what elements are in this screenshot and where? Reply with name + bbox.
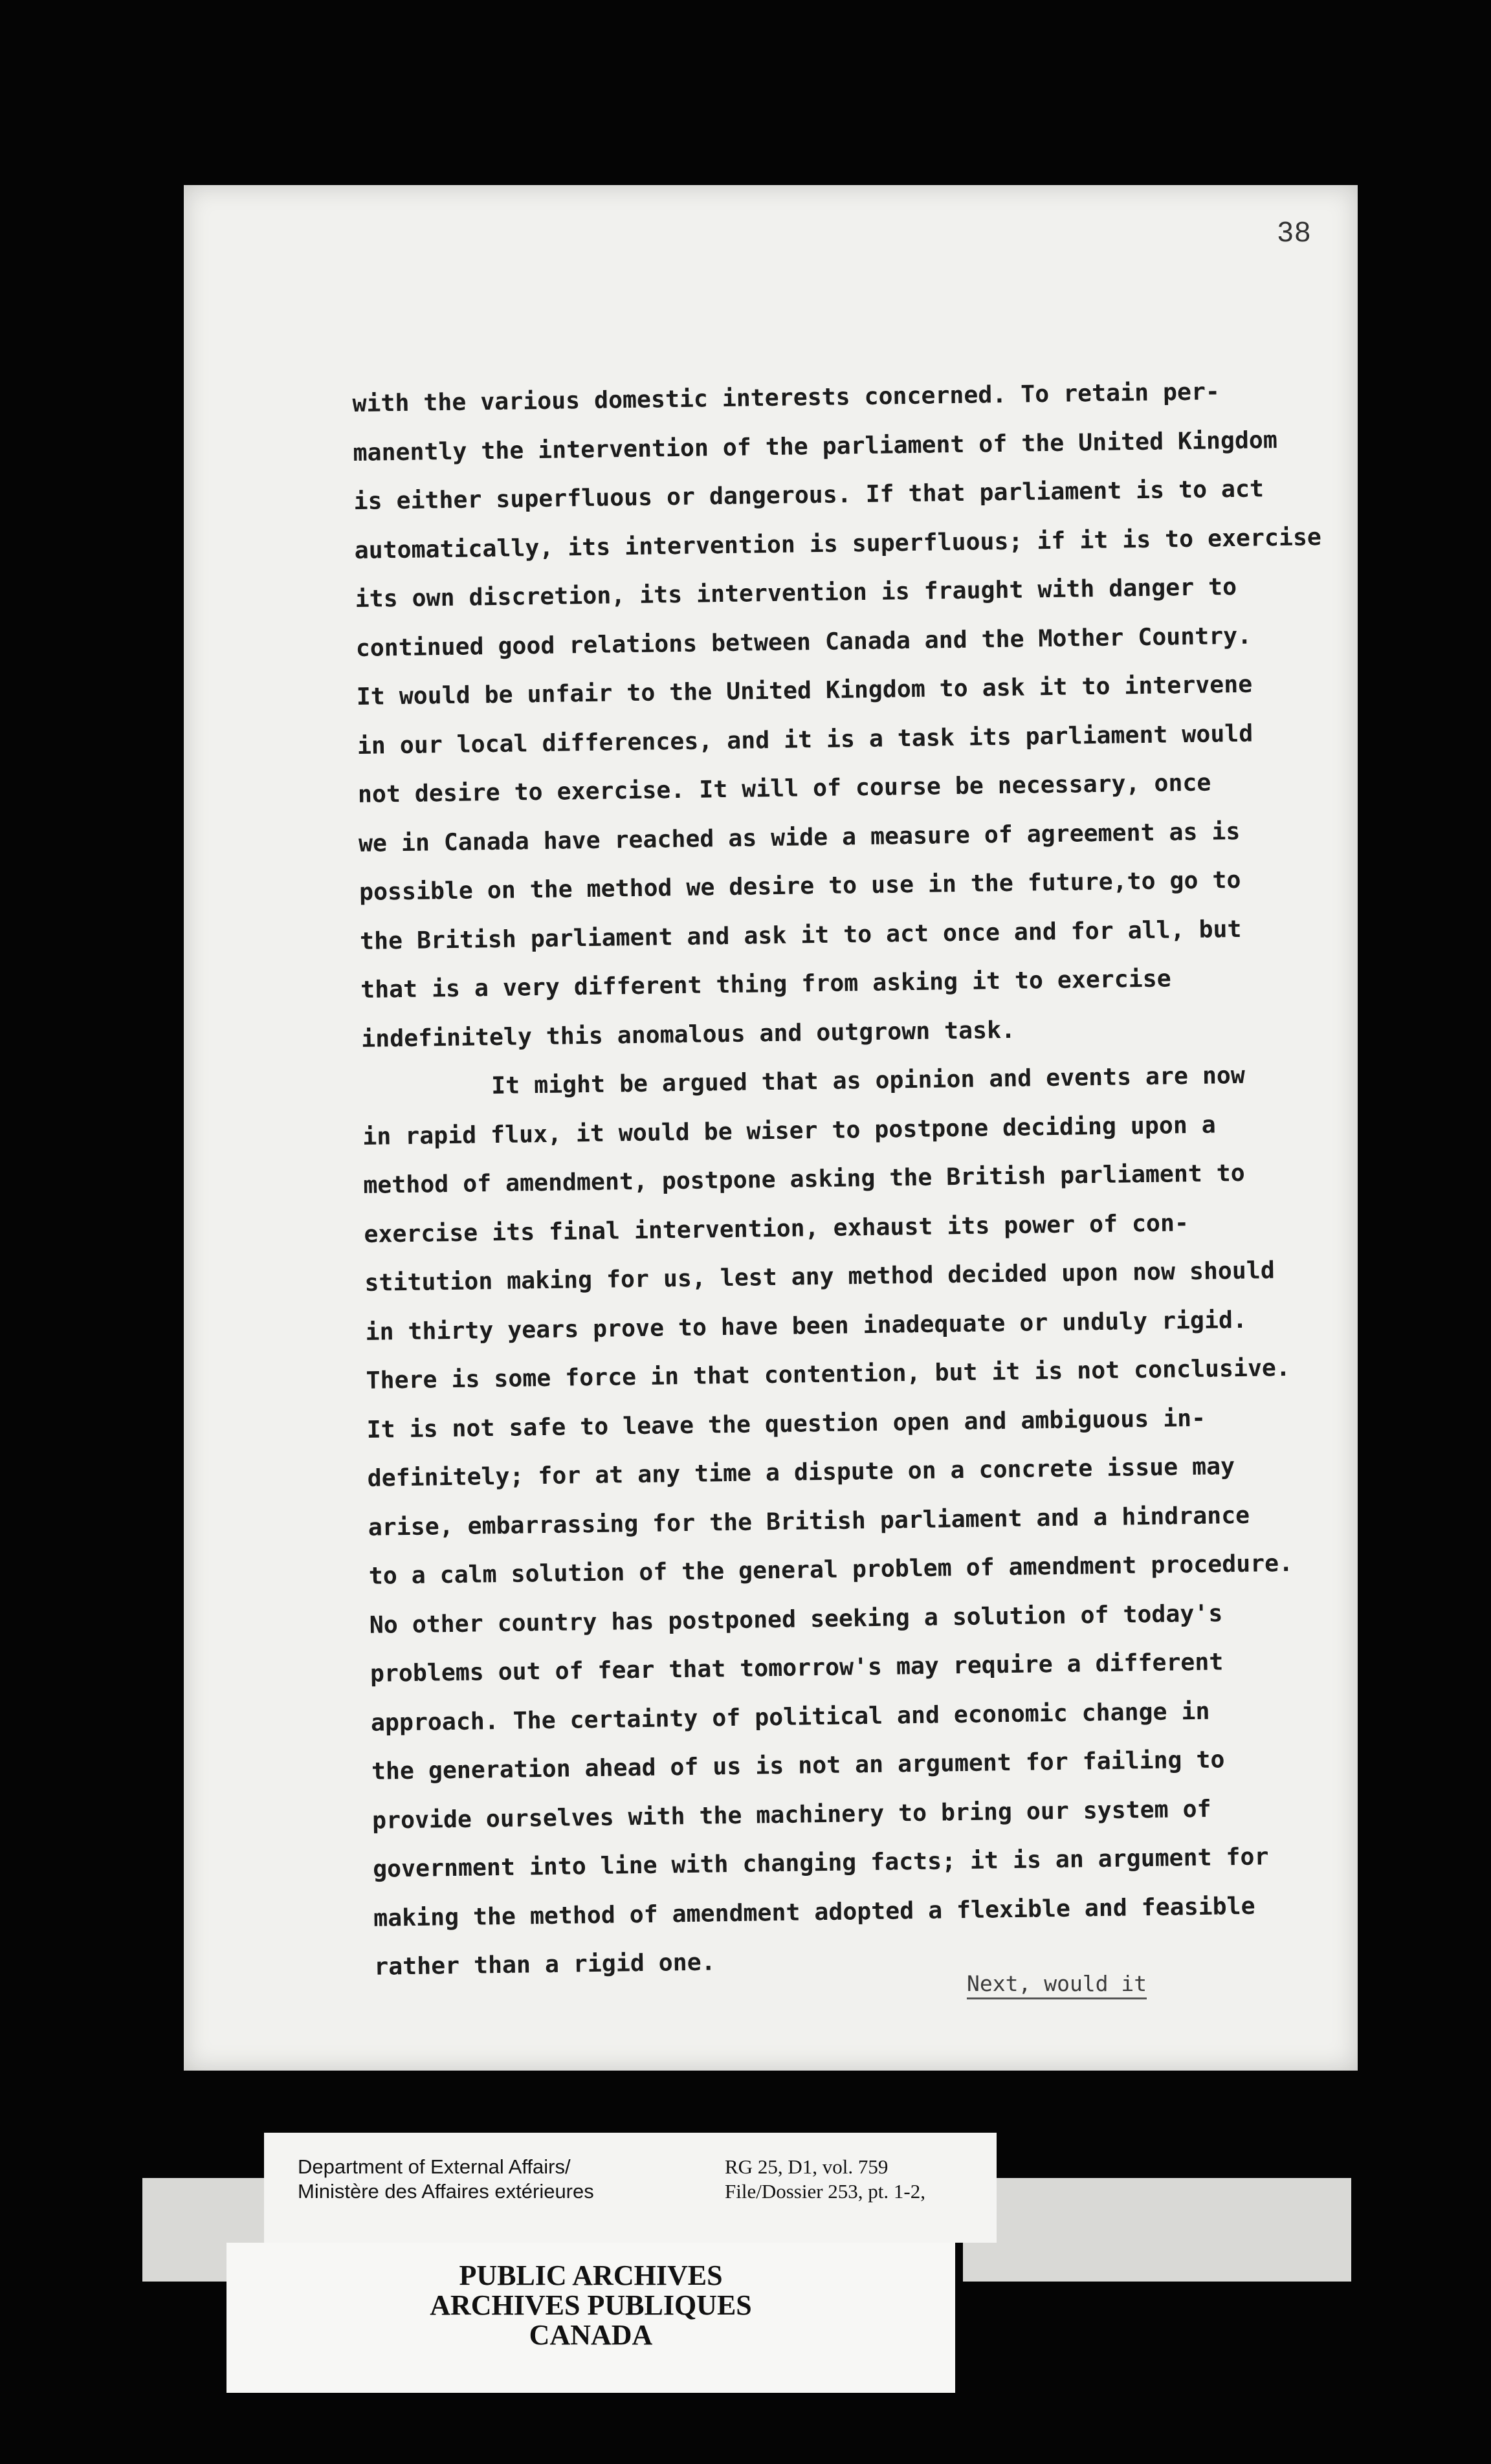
- text-line: indefinitely this anomalous and outgrown task.: [360, 1015, 1016, 1053]
- paragraph-start-line: It might be argued that as opinion and events are now: [491, 1061, 1246, 1100]
- text-line: to a calm solution of the general problem of amendment procedure.: [368, 1548, 1294, 1590]
- archives-en: PUBLIC ARCHIVES: [459, 2260, 723, 2291]
- text-line: problems out of fear that tomorrow's may require a different: [370, 1647, 1224, 1688]
- text-line: rather than a rigid one.: [373, 1948, 716, 1981]
- document-body: [352, 366, 1358, 1991]
- text-line: not desire to exercise. It will of course be necessary, once: [357, 768, 1211, 808]
- record-group: RG 25, D1, vol. 759: [725, 2155, 889, 2178]
- department-fr: Ministère des Affaires extérieures: [298, 2180, 594, 2203]
- text-line: that is a very different thing from asking it to exercise: [360, 964, 1171, 1004]
- text-line: making the method of amendment adopted a flexible and feasible: [373, 1891, 1255, 1932]
- text-line: in our local differences, and it is a task its parliament would: [357, 719, 1254, 760]
- text-line: government into line with changing facts; it is an argument for: [372, 1842, 1269, 1883]
- label-tab-right: [963, 2178, 1351, 2282]
- text-line: automatically, its intervention is superfluous; if it is to exercise: [354, 522, 1322, 564]
- text-line: stitution making for us, lest any method decided upon now should: [364, 1256, 1276, 1297]
- text-line: It would be unfair to the United Kingdom to ask it to intervene: [356, 670, 1253, 710]
- text-line: method of amendment, postpone asking the British parliament to: [363, 1158, 1246, 1199]
- text-line: continued good relations between Canada and the Mother Country.: [355, 621, 1252, 662]
- text-line: possible on the method we desire to use in the future,to go to: [359, 865, 1241, 906]
- document-page: [184, 185, 1358, 2071]
- catchword: Next, would it: [967, 1971, 1147, 1999]
- text-line: arise, embarrassing for the British parliament and a hindrance: [368, 1501, 1250, 1541]
- public-archives-stamp: [226, 2261, 955, 2350]
- text-line: definitely; for at any time a dispute on a concrete issue may: [367, 1452, 1235, 1492]
- text-line: is either superfluous or dangerous. If that parliament is to act: [353, 474, 1265, 515]
- text-line: provide ourselves with the machinery to bring our system of: [371, 1794, 1211, 1834]
- archives-country: CANADA: [529, 2319, 653, 2351]
- text-line: No other country has postponed seeking a solution of today's: [369, 1598, 1223, 1639]
- page-number: 38: [1277, 216, 1312, 248]
- text-line: its own discretion, its intervention is fraught with danger to: [355, 572, 1237, 613]
- text-line: exercise its final intervention, exhaust its power of con-: [364, 1208, 1189, 1248]
- text-line: It is not safe to leave the question open and ambiguous in-: [366, 1403, 1206, 1444]
- text-line: in rapid flux, it would be wiser to postpone deciding upon a: [362, 1110, 1217, 1150]
- department-en: Department of External Affairs/: [298, 2155, 571, 2178]
- text-line: the British parliament and ask it to act once and for all, but: [359, 914, 1242, 955]
- text-line: manently the intervention of the parliament of the United Kingdom: [353, 425, 1278, 467]
- file-dossier: File/Dossier 253, pt. 1-2,: [725, 2180, 925, 2203]
- text-line: in thirty years prove to have been inadequate or unduly rigid.: [365, 1305, 1248, 1346]
- text-line: approach. The certainty of political and economic change in: [370, 1697, 1210, 1737]
- department-name: [298, 2155, 594, 2204]
- record-reference: [725, 2155, 925, 2204]
- text-line: the generation ahead of us is not an argument for failing to: [371, 1745, 1225, 1785]
- text-line: There is some force in that contention, but it is not conclusive.: [366, 1353, 1291, 1394]
- text-line: with the various domestic interests concerned. To retain per-: [352, 377, 1220, 417]
- text-line: we in Canada have reached as wide a measure of agreement as is: [358, 817, 1241, 857]
- archives-fr: ARCHIVES PUBLIQUES: [430, 2289, 752, 2321]
